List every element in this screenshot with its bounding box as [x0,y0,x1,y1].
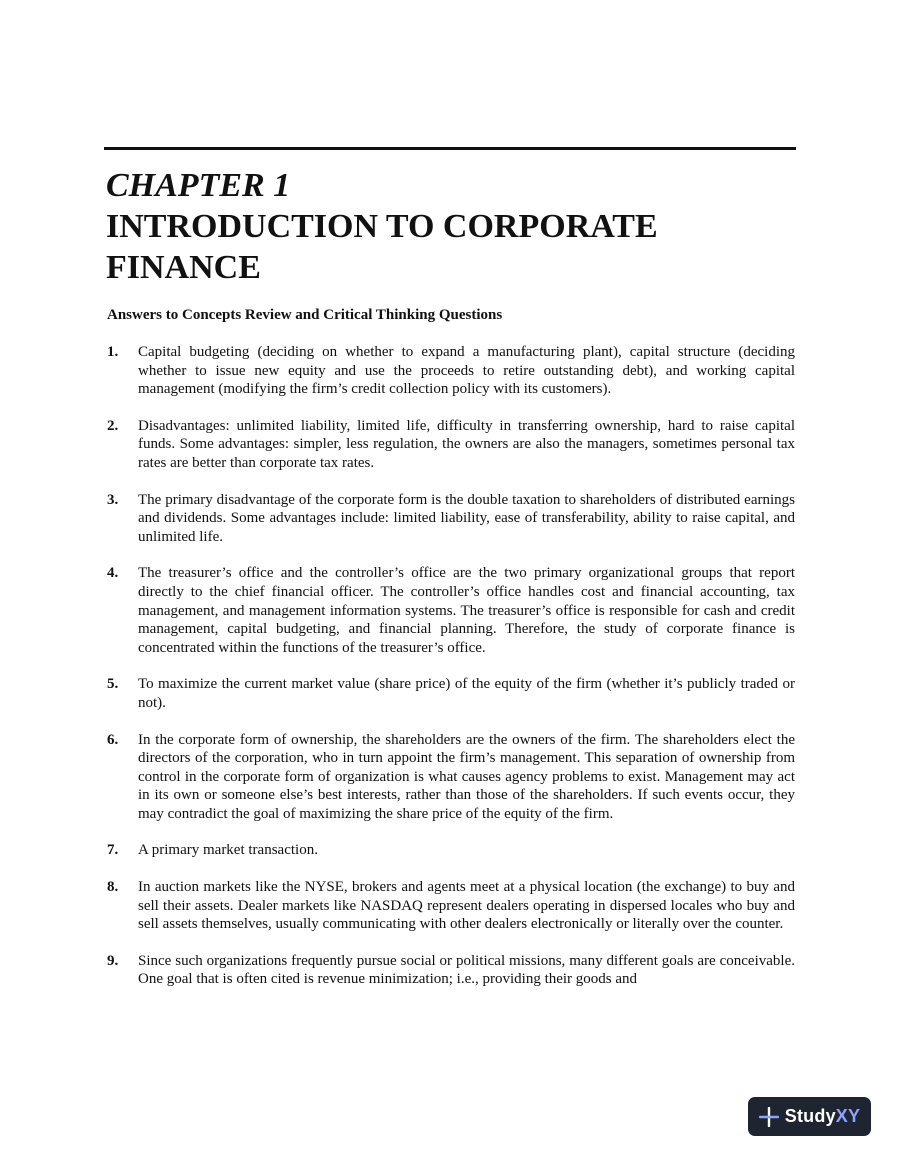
chapter-title-line-2: FINANCE [106,249,261,286]
chapter-header [106,166,796,288]
answer-number: 6. [107,731,119,748]
answer-item-8 [107,878,795,934]
plus-icon [759,1107,779,1127]
answer-text: In auction markets like the NYSE, brokers and agents meet at a physical location (the exchange) to buy and sell their assets. Dealer markets like NASDAQ represent dealers operating in dispersed locales who buy and sell assets themselves, usually communicating with other dealers electronically or literally over the counter. [138,879,795,933]
answers-list [107,343,795,1007]
answer-item-2 [107,417,795,473]
answer-item-9 [107,952,795,989]
chapter-top-rule [104,147,796,150]
answer-number: 8. [107,879,119,896]
answer-number: 1. [107,344,119,360]
answer-item-7 [107,841,795,860]
section-heading: Answers to Concepts Review and Critical Thinking Questions [107,307,503,323]
brand-name-main: Study [784,1106,836,1126]
answer-number: 3. [107,491,119,508]
answer-item-4 [107,564,795,657]
answer-text: To maximize the current market value (share price) of the equity of the firm (whether it’s publicly traded or not). [138,676,795,711]
answer-number: 5. [107,676,119,693]
answer-text: Disadvantages: unlimited liability, limited life, difficulty in transferring ownership, hard to raise capital funds. Some advantages: simpler, less regulation, the owners are also the managers, sometimes personal tax rates are better than corporate tax rates. [138,417,795,471]
answer-text: Since such organizations frequently pursue social or political missions, many different goals are conceivable. One goal that is often cited is revenue minimization; i.e., providing their goods and [138,952,795,988]
answer-number: 9. [107,952,119,969]
answer-item-1 [107,343,795,399]
brand-wordmark [785,1106,860,1127]
answer-item-6 [107,731,795,824]
brand-name-accent: XY [835,1106,861,1126]
answer-text: Capital budgeting (deciding on whether to expand a manufacturing plant), capital structure (deciding whether to issue new equity and use the proceeds to retire outstanding debt), and working capital management (modifying the firm’s credit collection policy with its customers). [138,344,795,398]
answer-item-5 [107,675,795,712]
answer-number: 4. [107,565,119,582]
answer-text: In the corporate form of ownership, the shareholders are the owners of the firm. The shareholders elect the directors of the corporation, who in turn appoint the firm’s management. This separation of ownership from control in the corporate form of organization is what causes agency problems to exist. Management may act in its own or someone else’s best interests, rather than those of the shareholders. If such events occur, they may contradict the goal of maximizing the share price of the equity of the firm. [138,731,795,822]
answer-number: 2. [107,417,119,434]
chapter-label: CHAPTER 1 [106,167,291,204]
chapter-title-line-1: INTRODUCTION TO CORPORATE [106,208,658,245]
answer-item-3 [107,491,795,547]
answer-text: The treasurer’s office and the controller’s office are the two primary organizational groups that report directly to the chief financial officer. The controller’s office handles cost and financial accounting, tax management, and management information systems. The treasurer’s office is responsible for cash and credit management, capital budgeting, and financial planning. Therefore, the study of corporate finance is concentrated within the functions of the treasurer’s office. [138,565,795,656]
answer-text: The primary disadvantage of the corporate form is the double taxation to shareholders of distributed earnings and dividends. Some advantages include: limited liability, ease of transferability, ability to raise capital, and unlimited life. [138,491,795,545]
answer-number: 7. [107,842,119,859]
answer-text: A primary market transaction. [138,842,318,859]
studyxy-badge[interactable] [748,1097,871,1136]
